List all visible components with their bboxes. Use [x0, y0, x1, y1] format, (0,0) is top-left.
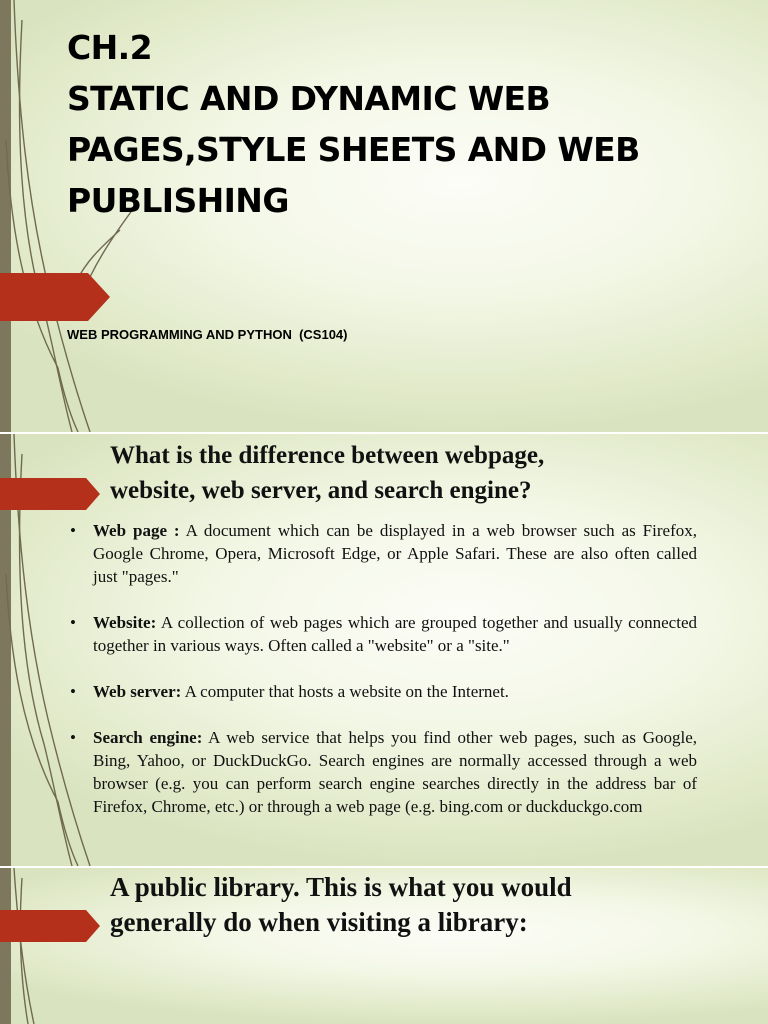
red-arrow-tag [0, 478, 100, 510]
heading-line: generally do when visiting a library: [110, 907, 528, 937]
title-line: PAGES,STYLE SHEETS AND WEB [67, 130, 640, 169]
bullet: • [70, 521, 76, 540]
term-web-server: Web server: [93, 682, 182, 701]
list-item [70, 611, 697, 657]
definition-text: A collection of web pages which are grouped together and usually connected together in various ways. Often called a "website" or a "site." [93, 613, 697, 655]
definition-text: A document which can be displayed in a web browser such as Firefox, Google Chrome, Opera, Microsoft Edge, or Apple Safari. These are also often called just "pages." [93, 521, 697, 586]
definition-list [70, 519, 697, 818]
title-line: PUBLISHING [67, 181, 289, 220]
bullet: • [70, 682, 76, 701]
bullet: • [70, 728, 76, 747]
term-search-engine: Search engine: [93, 728, 203, 747]
list-item [70, 726, 697, 818]
heading-line: What is the difference between webpage, [110, 442, 545, 469]
term-web-page: Web page : [93, 521, 180, 540]
slide-title [67, 22, 747, 226]
sidebar-strip [0, 868, 11, 1024]
definition-text: A computer that hosts a website on the Internet. [181, 682, 509, 701]
title-slide [0, 0, 768, 432]
sidebar-strip [0, 0, 11, 432]
slide-heading [110, 870, 730, 940]
term-website: Website: [93, 613, 157, 632]
red-arrow-tag [0, 273, 110, 321]
slide-heading [110, 438, 730, 508]
list-item [70, 519, 697, 588]
red-arrow-tag [0, 910, 100, 942]
title-line: STATIC AND DYNAMIC WEB [67, 79, 550, 118]
bullet: • [70, 613, 76, 632]
course-subtitle: WEB PROGRAMMING AND PYTHON (CS104) [67, 327, 348, 342]
heading-line: website, web server, and search engine? [110, 477, 532, 504]
list-item [70, 680, 697, 703]
title-line: CH.2 [67, 28, 152, 67]
heading-line: A public library. This is what you would [110, 872, 572, 902]
definition-text: A web service that helps you find other web pages, such as Google, Bing, Yahoo, or DuckDuckGo. Search engines are normally accessed through a web browser (e.g. you can perform search engine searches directly in the address bar of Firefox, Chrome, etc.) or through a web page (e.g. bing.com or duckduckgo.com [93, 728, 697, 816]
